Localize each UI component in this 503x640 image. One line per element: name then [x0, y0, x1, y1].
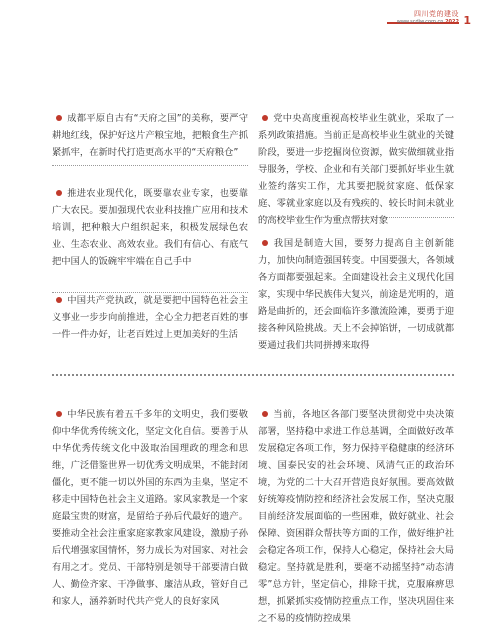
magazine-title: 四川党的建设 [414, 10, 459, 18]
quote-text: 党中央高度重视高校毕业生就业，采取了一系列政策措施。当前正是高校毕业生就业的关键阶段，要进一步挖掘岗位资源，做实做细就业指导服务，学校、企业和有关部门要抓好毕业生就业签约落实工作，尤其要把脱贫家庭、低保家庭、零就业家庭以及有残疾的、较长时间未就业的高校毕业生作为重点帮扶对象 [258, 113, 454, 226]
divider [52, 165, 248, 166]
header-url: www.scdjw.com.cn 2022 [396, 19, 459, 25]
quote-text: 当前，各地区各部门要坚决贯彻党中央决策部署，坚持稳中求进工作总基调，全面做好改革发展稳定各项工作，努力保持平稳健康的经济环境、国泰民安的社会环境、风清气正的政治环境，为党的二十大召开营造良好氛围。要高效做好统筹疫情防控和经济社会发展工作，坚决克服目前经济发展面临的一些困难，做好就业、社会保障、资困群众帮扶等方面的工作，做好维护社会稳定各项工作，保持人心稳定，保持社会大局稳定。坚持就是胜利，要毫不动摇坚持“动态清零”总方针，坚定信心，排除干扰，克服麻痹思想，抓紧抓实疫情防控重点工作，坚决巩固住来之不易的疫情防控成果 [258, 409, 454, 624]
bullet-icon [56, 190, 62, 196]
quote-block [258, 235, 454, 354]
quote-block [52, 292, 248, 343]
quote-block [258, 406, 454, 627]
quote-text: 推进农业现代化，既要靠农业专家，也要靠广大农民。要加强现代农业科技推广应用和技术培训，把种粮大户组织起来，积极发展绿色农业、生态农业、高效农业。我们有信心、有底气把中国人的饭碗牢牢端在自己手中 [52, 188, 248, 267]
bullet-icon [262, 240, 268, 246]
page-header [0, 0, 503, 50]
divider [258, 217, 454, 218]
quote-text: 中华民族有着五千多年的文明史，我们要敬仰中华优秀传统文化，坚定文化自信。要善于从中华优秀传统文化中汲取治国理政的理念和思维，广泛借鉴世界一切优秀文明成果，不能封闭僵化，更不能一切以外国的东西为圭臬，坚定不移走中国特色社会主义道路。家风家教是一个家庭最宝贵的财富，是留给子孙后代最好的遗产。要推动全社会注重家庭家教家风建设，激励子孙后代增强家国情怀，努力成长为对国家、对社会有用之才。党员、干部特别是领导干部要清白做人、勤俭齐家、干净做事、廉洁从政，管好自己和家人，涵养新时代共产党人的良好家风 [52, 409, 248, 607]
page-number: 1 [463, 14, 471, 27]
quote-block [258, 110, 454, 229]
section-divider [52, 374, 454, 376]
quote-text: 我国是制造大国，要努力提高自主创新能力，加快向制造强国转变。中国要强大，各领域各方面都要强起来。全面建设社会主义现代化国家，实现中华民族伟大复兴，前途是光明的，道路是曲折的，还会面临许多激流险滩，要勇于迎接各种风险挑战。天上不会掉馅饼，一切成就都要通过我们共同拼搏来取得 [258, 238, 454, 351]
quote-block [52, 406, 248, 610]
bullet-icon [262, 411, 268, 417]
quote-text: 中国共产党执政，就是要把中国特色社会主义事业一步步向前推进，全心全力把老百姓的事一件一件办好，让老百姓过上更加美好的生活 [52, 295, 248, 340]
quote-block [52, 185, 248, 270]
bullet-icon [262, 115, 268, 121]
quote-block [52, 110, 248, 161]
quote-text: 成都平原自古有“天府之国”的美称，要严守耕地红线，保护好这片产粮宝地，把粮食生产抓紧抓牢，在新时代打造更高水平的“天府粮仓” [52, 113, 248, 158]
bullet-icon [56, 115, 62, 121]
bullet-icon [56, 411, 62, 417]
bullet-icon [56, 297, 62, 303]
